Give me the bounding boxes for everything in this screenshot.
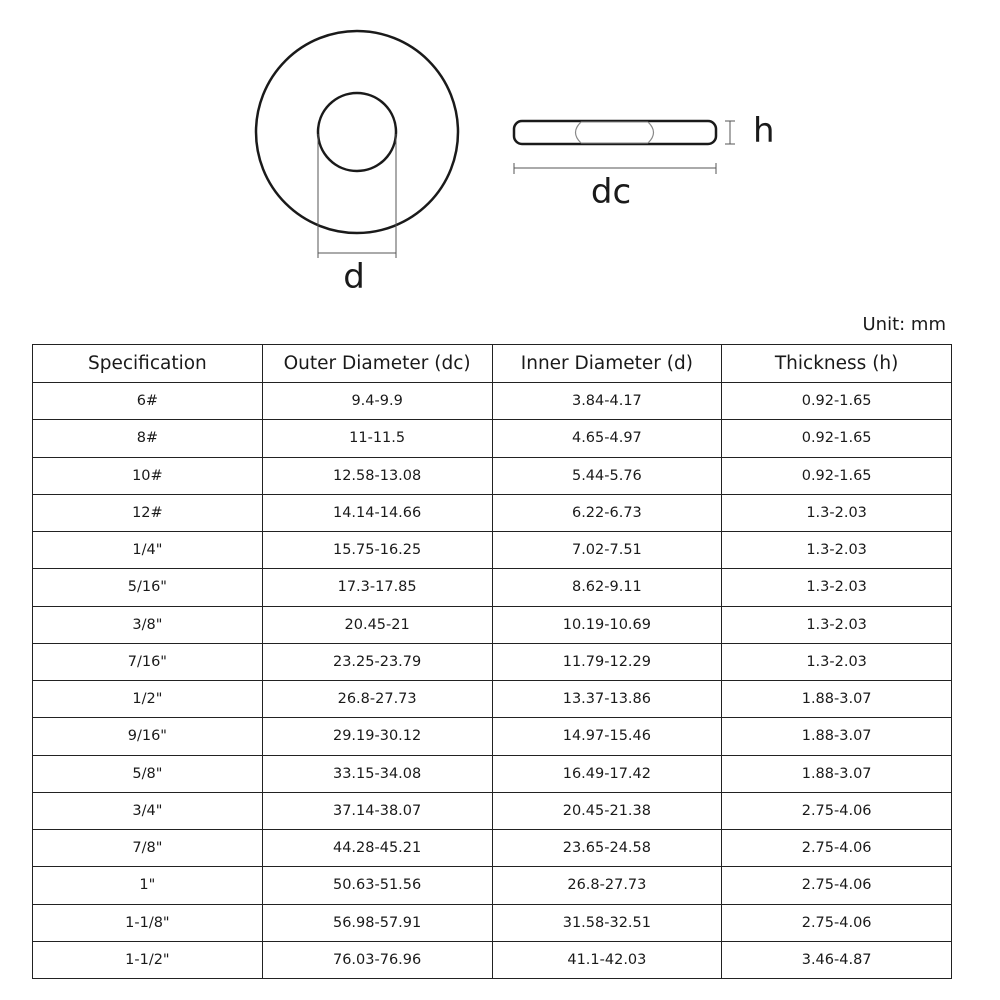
thickness-cell: 2.75-4.06 xyxy=(722,867,952,904)
inner-diameter-cell: 6.22-6.73 xyxy=(492,494,722,531)
outer-diameter-cell: 14.14-14.66 xyxy=(262,494,492,531)
outer-diameter-cell: 44.28-45.21 xyxy=(262,830,492,867)
spec-cell: 10# xyxy=(33,457,263,494)
table-row xyxy=(33,755,952,792)
washer-top-view xyxy=(256,31,458,297)
inner-diameter-label: d xyxy=(343,257,365,297)
spec-cell: 12# xyxy=(33,494,263,531)
outer-diameter-cell: 12.58-13.08 xyxy=(262,457,492,494)
inner-diameter-cell: 41.1-42.03 xyxy=(492,941,722,978)
thickness-cell: 1.88-3.07 xyxy=(722,755,952,792)
table-row xyxy=(33,420,952,457)
table-row xyxy=(33,606,952,643)
thickness-cell: 1.3-2.03 xyxy=(722,569,952,606)
thickness-cell: 1.3-2.03 xyxy=(722,643,952,680)
inner-diameter-cell: 23.65-24.58 xyxy=(492,830,722,867)
table-row xyxy=(33,867,952,904)
outer-diameter-cell: 17.3-17.85 xyxy=(262,569,492,606)
table-row xyxy=(33,494,952,531)
outer-diameter-cell: 26.8-27.73 xyxy=(262,681,492,718)
spec-cell: 1-1/2" xyxy=(33,941,263,978)
outer-diameter-cell: 50.63-51.56 xyxy=(262,867,492,904)
header-thickness: Thickness (h) xyxy=(722,345,952,383)
washer-diagram xyxy=(0,0,1000,310)
inner-diameter-cell: 4.65-4.97 xyxy=(492,420,722,457)
table-row xyxy=(33,792,952,829)
outer-diameter-cell: 15.75-16.25 xyxy=(262,532,492,569)
spec-cell: 9/16" xyxy=(33,718,263,755)
unit-label: Unit: mm xyxy=(862,314,946,335)
inner-diameter-cell: 20.45-21.38 xyxy=(492,792,722,829)
outer-diameter-cell: 9.4-9.9 xyxy=(262,383,492,420)
spec-cell: 7/8" xyxy=(33,830,263,867)
outer-diameter-cell: 23.25-23.79 xyxy=(262,643,492,680)
table-row xyxy=(33,681,952,718)
outer-diameter-cell: 33.15-34.08 xyxy=(262,755,492,792)
table-row xyxy=(33,569,952,606)
spec-cell: 3/4" xyxy=(33,792,263,829)
spec-cell: 3/8" xyxy=(33,606,263,643)
spec-cell: 8# xyxy=(33,420,263,457)
thickness-cell: 2.75-4.06 xyxy=(722,830,952,867)
spec-cell: 6# xyxy=(33,383,263,420)
washer-side-view xyxy=(514,111,775,212)
inner-diameter-cell: 14.97-15.46 xyxy=(492,718,722,755)
thickness-cell: 1.3-2.03 xyxy=(722,532,952,569)
inner-diameter-cell: 31.58-32.51 xyxy=(492,904,722,941)
spec-cell: 1-1/8" xyxy=(33,904,263,941)
thickness-cell: 2.75-4.06 xyxy=(722,904,952,941)
table-row xyxy=(33,457,952,494)
spec-table xyxy=(32,344,952,979)
table-row xyxy=(33,643,952,680)
inner-diameter-cell: 7.02-7.51 xyxy=(492,532,722,569)
thickness-cell: 0.92-1.65 xyxy=(722,420,952,457)
thickness-cell: 0.92-1.65 xyxy=(722,457,952,494)
inner-diameter-cell: 13.37-13.86 xyxy=(492,681,722,718)
table-header-row xyxy=(33,345,952,383)
thickness-cell: 1.88-3.07 xyxy=(722,718,952,755)
outer-diameter-cell: 29.19-30.12 xyxy=(262,718,492,755)
spec-cell: 5/8" xyxy=(33,755,263,792)
inner-diameter-cell: 5.44-5.76 xyxy=(492,457,722,494)
inner-diameter-cell: 16.49-17.42 xyxy=(492,755,722,792)
header-outer-diameter: Outer Diameter (dc) xyxy=(262,345,492,383)
thickness-cell: 1.88-3.07 xyxy=(722,681,952,718)
outer-diameter-cell: 20.45-21 xyxy=(262,606,492,643)
outer-diameter-cell: 37.14-38.07 xyxy=(262,792,492,829)
outer-diameter-cell: 56.98-57.91 xyxy=(262,904,492,941)
table-row xyxy=(33,904,952,941)
thickness-cell: 1.3-2.03 xyxy=(722,606,952,643)
spec-cell: 1/2" xyxy=(33,681,263,718)
header-specification: Specification xyxy=(33,345,263,383)
spec-cell: 1" xyxy=(33,867,263,904)
outer-diameter-label: dc xyxy=(590,172,632,212)
thickness-cell: 3.46-4.87 xyxy=(722,941,952,978)
spec-cell: 1/4" xyxy=(33,532,263,569)
inner-diameter-cell: 3.84-4.17 xyxy=(492,383,722,420)
thickness-label: h xyxy=(753,111,775,151)
inner-diameter-cell: 8.62-9.11 xyxy=(492,569,722,606)
header-inner-diameter: Inner Diameter (d) xyxy=(492,345,722,383)
inner-diameter-cell: 26.8-27.73 xyxy=(492,867,722,904)
table-row xyxy=(33,830,952,867)
spec-cell: 5/16" xyxy=(33,569,263,606)
table-row xyxy=(33,383,952,420)
spec-cell: 7/16" xyxy=(33,643,263,680)
table-row xyxy=(33,718,952,755)
inner-diameter-cell: 10.19-10.69 xyxy=(492,606,722,643)
inner-diameter-cell: 11.79-12.29 xyxy=(492,643,722,680)
table-row xyxy=(33,532,952,569)
outer-diameter-cell: 11-11.5 xyxy=(262,420,492,457)
outer-diameter-cell: 76.03-76.96 xyxy=(262,941,492,978)
thickness-cell: 0.92-1.65 xyxy=(722,383,952,420)
thickness-cell: 1.3-2.03 xyxy=(722,494,952,531)
thickness-cell: 2.75-4.06 xyxy=(722,792,952,829)
table-row xyxy=(33,941,952,978)
